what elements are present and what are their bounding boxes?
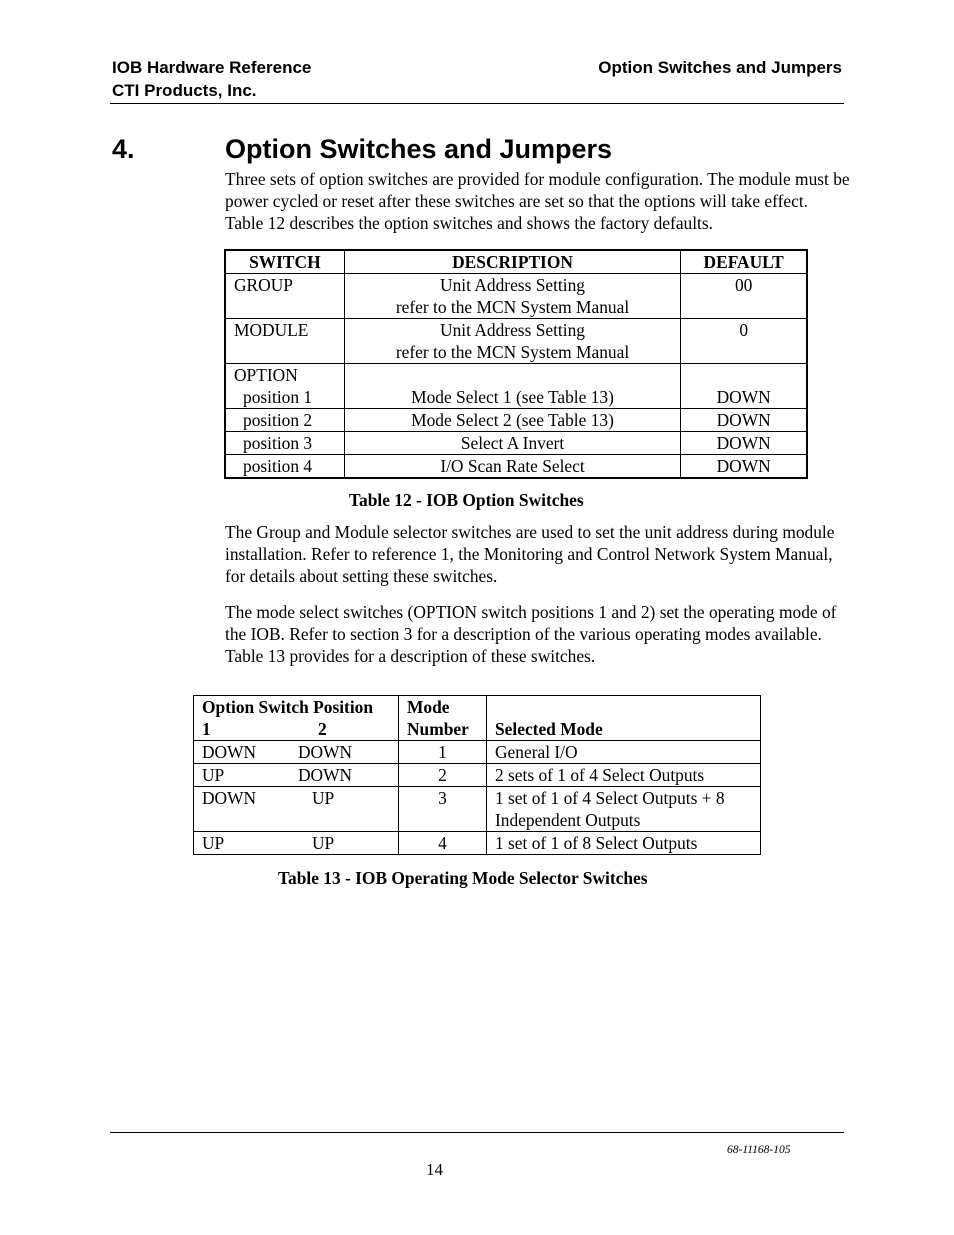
switch-cell: GROUP xyxy=(225,274,344,319)
default-cell: 00 xyxy=(681,274,807,319)
selected-mode-line: 1 set of 1 of 4 Select Outputs + 8 xyxy=(495,788,725,808)
company-name: CTI Products, Inc. xyxy=(112,81,257,100)
switch-position: position 1 xyxy=(243,387,313,407)
column-header xyxy=(487,696,761,741)
table-caption: Table 12 - IOB Option Switches xyxy=(349,490,584,510)
mode-number-cell: 2 xyxy=(399,764,487,787)
header-line: Option Switch Position xyxy=(202,697,374,717)
table-row xyxy=(225,274,807,319)
switch-positions-cell xyxy=(194,741,399,764)
column-header: DESCRIPTION xyxy=(344,250,681,274)
switch-positions-cell xyxy=(194,764,399,787)
table-row xyxy=(194,741,761,764)
switch-label: OPTION xyxy=(234,365,298,385)
footer-rule xyxy=(110,1132,844,1133)
default-cell: DOWN xyxy=(681,455,807,479)
operating-mode-table xyxy=(193,695,761,855)
description-cell xyxy=(344,274,681,319)
table-row xyxy=(194,787,761,832)
doc-title: IOB Hardware Reference xyxy=(112,58,312,77)
table-header-row xyxy=(194,696,761,741)
table-caption: Table 13 - IOB Operating Mode Selector Switches xyxy=(278,868,648,888)
section-number: 4. xyxy=(112,134,135,164)
column-header xyxy=(194,696,399,741)
switch-position: position 2 xyxy=(225,409,344,432)
header-line: Number xyxy=(407,719,469,739)
mode-number-cell: 3 xyxy=(399,787,487,832)
description-line: Unit Address Setting xyxy=(440,320,585,340)
group-module-paragraph: The Group and Module selector switches are used to set the unit address during module installation. Refer to reference 1, the Monitoring and Control Network System Manual, for details about setting these switches. xyxy=(225,522,835,586)
description-cell xyxy=(344,319,681,364)
running-header-left xyxy=(112,56,311,102)
header-rule xyxy=(110,103,844,104)
header-line: Selected Mode xyxy=(495,719,603,739)
switch-2-value: UP xyxy=(312,788,335,808)
table-row xyxy=(225,455,807,479)
selected-mode-cell: 2 sets of 1 of 4 Select Outputs xyxy=(487,764,761,787)
intro-paragraph: Three sets of option switches are provided for module configuration. The module must be power cycled or reset after these switches are set so that the options will take effect. Table 12 describes the option switches and shows the factory defaults. xyxy=(225,169,850,233)
column-header: DEFAULT xyxy=(681,250,807,274)
document-number: 68-11168-105 xyxy=(727,1144,791,1156)
switch-2-value: DOWN xyxy=(298,742,353,762)
position-labels xyxy=(202,718,390,740)
selected-mode-cell: 1 set of 1 of 8 Select Outputs xyxy=(487,832,761,855)
page-number: 14 xyxy=(426,1160,443,1179)
switch-1-value: UP xyxy=(202,833,225,853)
switch-1-value: DOWN xyxy=(202,742,257,762)
column-header: SWITCH xyxy=(225,250,344,274)
default-cell: 0 xyxy=(681,319,807,364)
default-value: DOWN xyxy=(716,387,771,407)
selected-mode-cell xyxy=(487,787,761,832)
default-cell xyxy=(681,364,807,409)
switch-1-value: UP xyxy=(202,765,225,785)
switch-2-value: DOWN xyxy=(298,765,353,785)
switch-2-value: UP xyxy=(312,833,335,853)
table-row xyxy=(225,364,807,409)
switch-positions-cell xyxy=(194,787,399,832)
section-title: Option Switches and Jumpers xyxy=(225,134,613,164)
table-row xyxy=(225,409,807,432)
option-switches-table xyxy=(224,249,808,479)
table-row xyxy=(225,432,807,455)
running-header-right: Option Switches and Jumpers xyxy=(598,58,842,77)
switch-cell: MODULE xyxy=(225,319,344,364)
table-row xyxy=(194,832,761,855)
switch-1-value: DOWN xyxy=(202,788,257,808)
default-cell: DOWN xyxy=(681,432,807,455)
selected-mode-line: Independent Outputs xyxy=(495,810,641,830)
description-cell xyxy=(344,364,681,409)
mode-select-paragraph: The mode select switches (OPTION switch positions 1 and 2) set the operating mode of the IOB. Refer to section 3 for a description of the various operating modes available. Table 13 provides for a description of these switches. xyxy=(225,602,837,666)
default-cell: DOWN xyxy=(681,409,807,432)
table-row xyxy=(225,319,807,364)
table-header-row xyxy=(225,250,807,274)
description-line: Unit Address Setting xyxy=(440,275,585,295)
description-cell: Select A Invert xyxy=(344,432,681,455)
mode-number-cell: 1 xyxy=(399,741,487,764)
position-1-label: 1 xyxy=(202,719,211,739)
switch-cell xyxy=(225,364,344,409)
description-cell: Mode Select 2 (see Table 13) xyxy=(344,409,681,432)
position-2-label: 2 xyxy=(318,719,327,739)
description-cell: I/O Scan Rate Select xyxy=(344,455,681,479)
header-line: Mode xyxy=(407,697,450,717)
mode-number-cell: 4 xyxy=(399,832,487,855)
switch-positions-cell xyxy=(194,832,399,855)
column-header xyxy=(399,696,487,741)
description-line: refer to the MCN System Manual xyxy=(395,297,630,317)
switch-position: position 4 xyxy=(225,455,344,479)
description-line: Mode Select 1 (see Table 13) xyxy=(411,387,614,407)
selected-mode-cell: General I/O xyxy=(487,741,761,764)
table-row xyxy=(194,764,761,787)
switch-position: position 3 xyxy=(225,432,344,455)
description-line: refer to the MCN System Manual xyxy=(395,342,630,362)
